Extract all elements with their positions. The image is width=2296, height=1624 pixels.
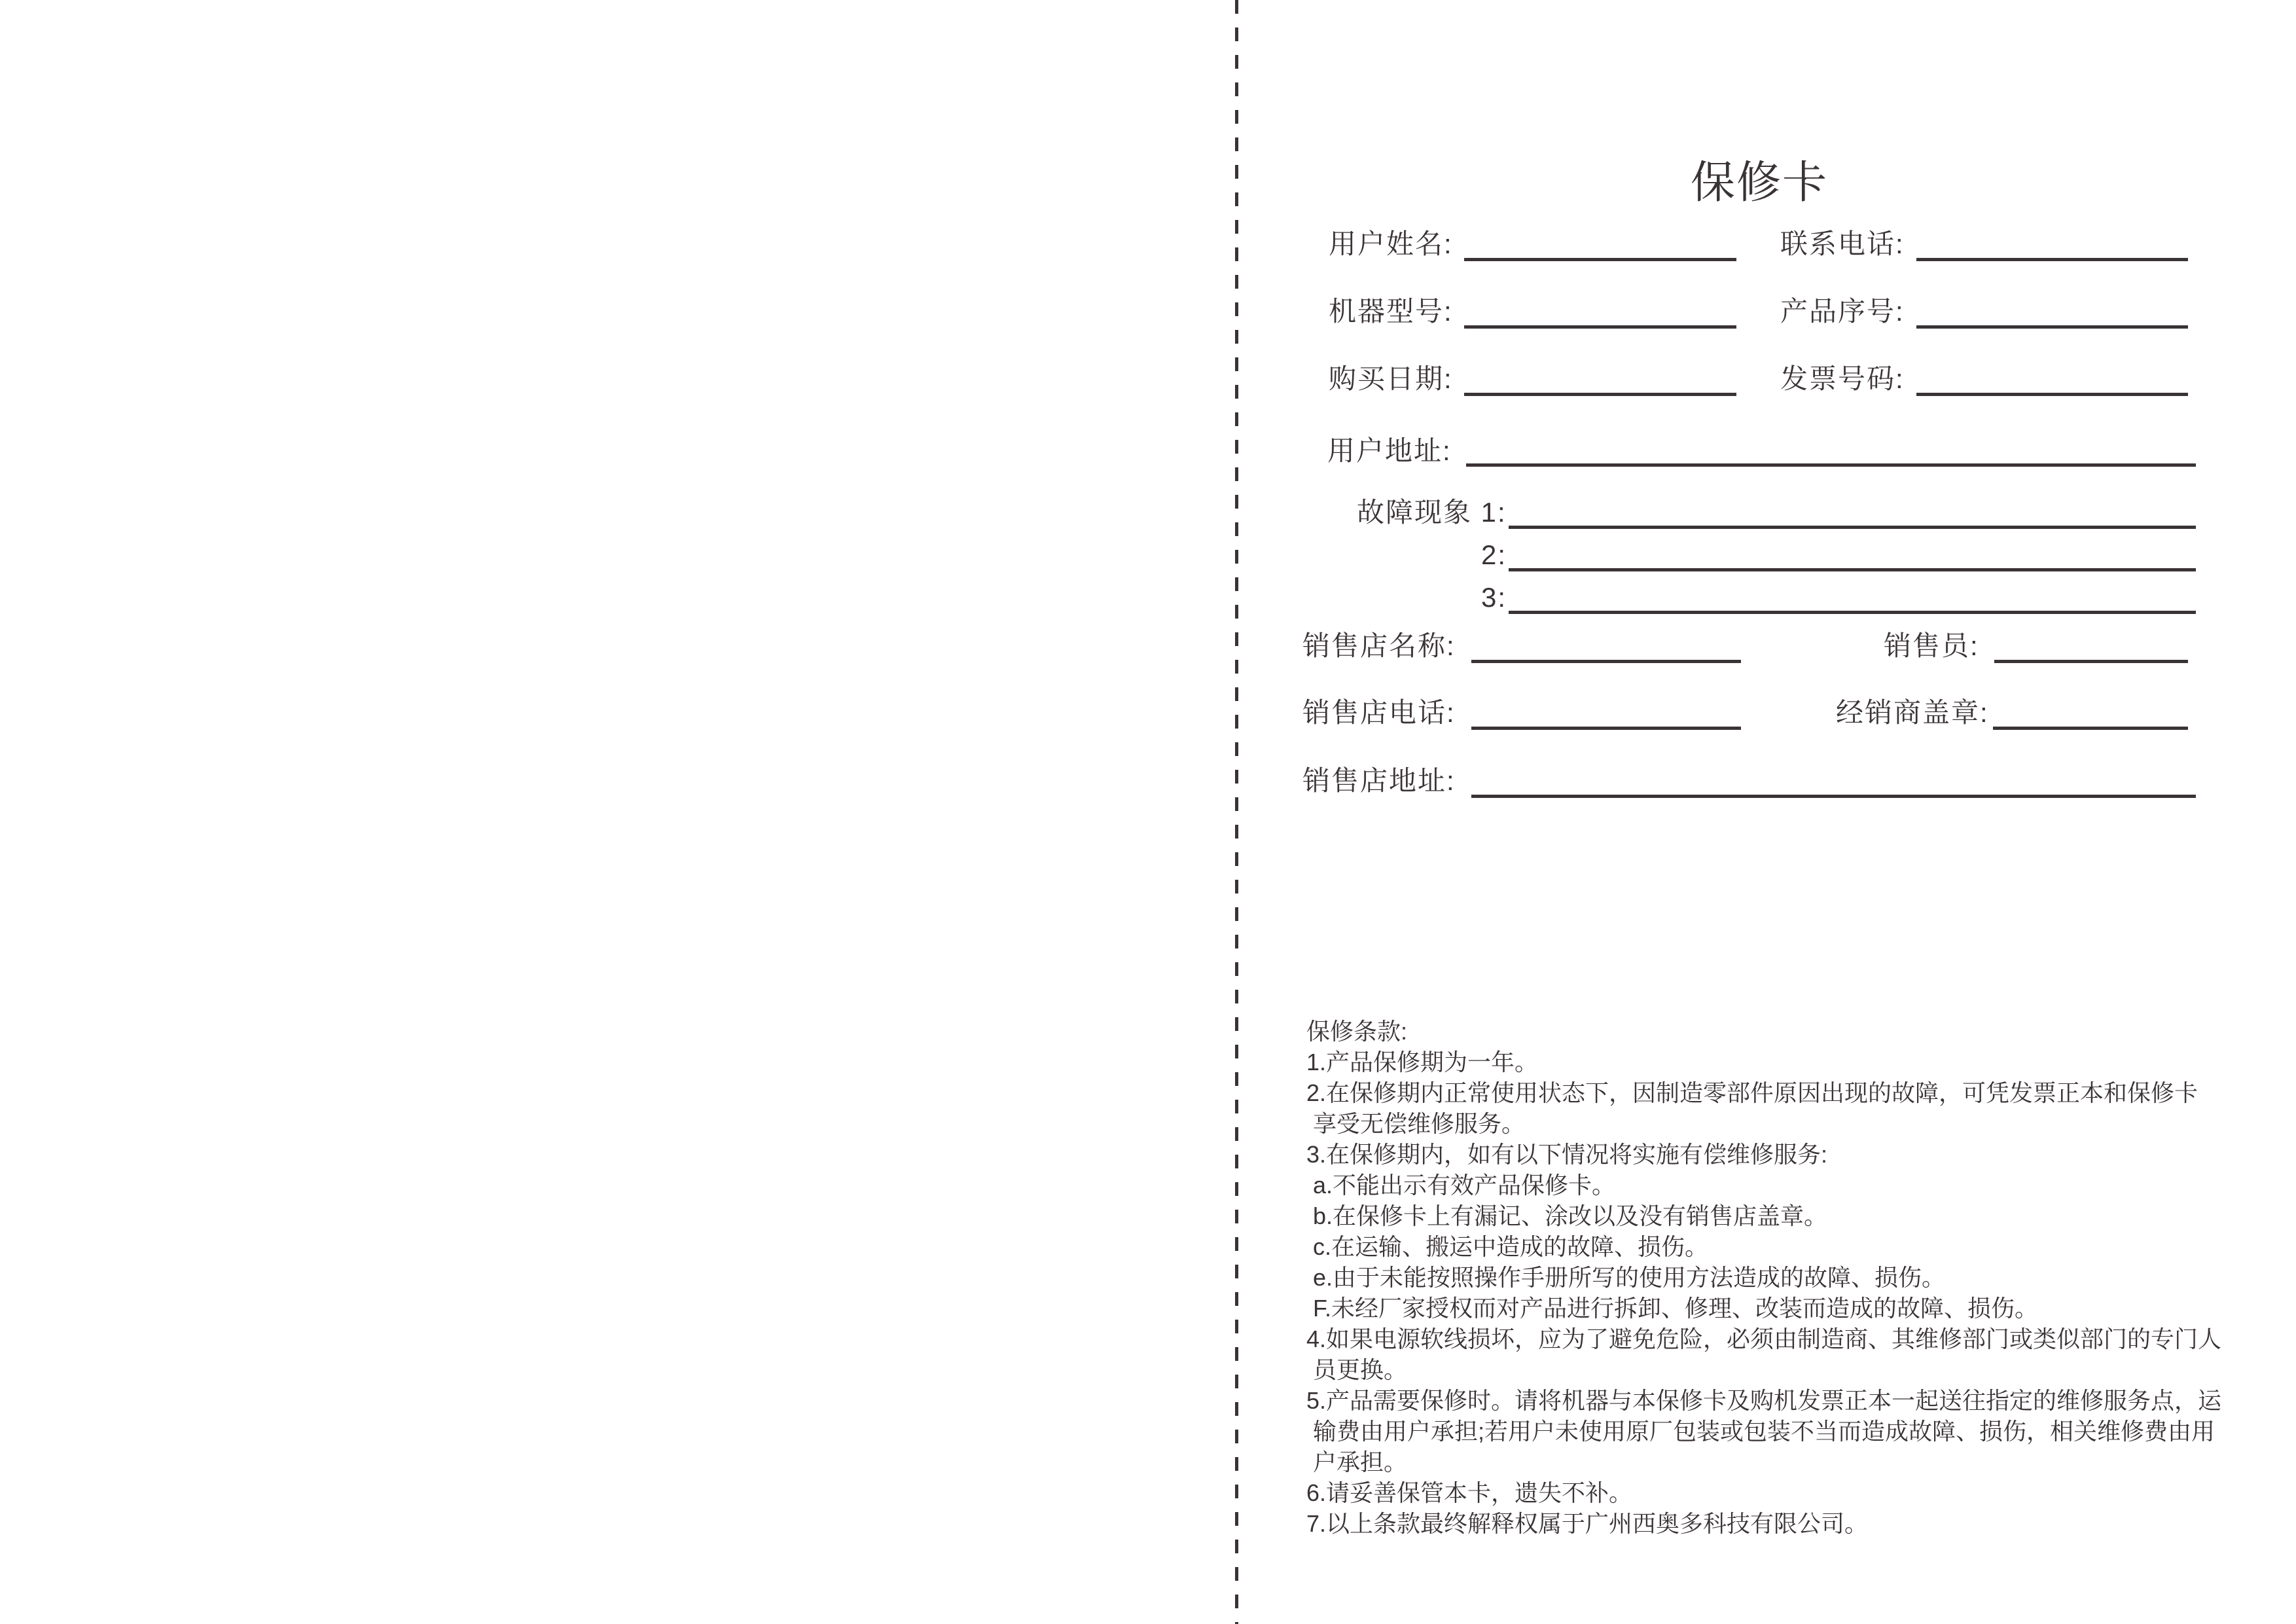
terms-line-3e: e.由于未能按照操作手册所写的使用方法造成的故障、损伤。 [1306, 1264, 1946, 1291]
terms-line-3: 3.在保修期内，如有以下情况将实施有偿维修服务: [1306, 1141, 1828, 1168]
input-line-machine-model[interactable] [1464, 325, 1736, 329]
label-store-address: 销售店地址: [1302, 765, 1456, 796]
input-line-fault-3[interactable] [1509, 611, 2196, 614]
warranty-terms [1306, 1016, 2222, 1539]
input-line-dealer-stamp[interactable] [1993, 727, 2188, 730]
input-line-salesperson[interactable] [1994, 660, 2188, 663]
terms-line-5: 5.产品需要保修时。请将机器与本保修卡及购机发票正本一起送往指定的维修服务点，运 [1306, 1387, 2222, 1414]
terms-line-3f: F.未经厂家授权而对产品进行拆卸、修理、改装而造成的故障、损伤。 [1306, 1295, 2039, 1322]
terms-line-3c: c.在运输、搬运中造成的故障、损伤。 [1306, 1233, 1709, 1260]
input-line-store-address[interactable] [1471, 795, 2196, 798]
terms-line-2b: 享受无偿维修服务。 [1306, 1110, 1526, 1137]
input-line-fault-2[interactable] [1509, 568, 2196, 571]
input-line-store-name[interactable] [1471, 660, 1741, 663]
terms-line-5b: 输费由用户承担;若用户未使用原厂包装或包装不当而造成故障、损伤，相关维修费由用 [1306, 1418, 2215, 1445]
terms-line-7: 7.以上条款最终解释权属于广州西奥多科技有限公司。 [1306, 1510, 1869, 1537]
label-store-phone: 销售店电话: [1302, 697, 1456, 728]
label-machine-model: 机器型号: [1329, 296, 1453, 327]
label-fault-1: 故障现象 1: [1357, 497, 1507, 528]
terms-line-4: 4.如果电源软线损坏，应为了避免危险，必须由制造商、其维修部门或类似部门的专门人 [1306, 1326, 2222, 1352]
terms-line-5c: 户承担。 [1306, 1449, 1408, 1475]
label-purchase-date: 购买日期: [1329, 363, 1453, 394]
label-user-address: 用户地址: [1327, 435, 1452, 466]
label-dealer-stamp: 经销商盖章: [1836, 697, 1989, 728]
label-invoice-number: 发票号码: [1780, 363, 1905, 394]
terms-line-3a: a.不能出示有效产品保修卡。 [1306, 1172, 1616, 1199]
label-fault-2: 2: [1481, 539, 1507, 570]
label-product-serial: 产品序号: [1780, 296, 1905, 327]
input-line-purchase-date[interactable] [1464, 393, 1736, 396]
terms-line-1: 1.产品保修期为一年。 [1306, 1049, 1539, 1075]
label-fault-3: 3: [1481, 582, 1507, 613]
fold-dashed-divider [1235, 0, 1238, 1624]
label-store-name: 销售店名称: [1302, 630, 1456, 661]
terms-line-6: 6.请妥善保管本卡，遗失不补。 [1306, 1479, 1633, 1506]
input-line-product-serial[interactable] [1916, 325, 2188, 329]
input-line-fault-1[interactable] [1509, 526, 2196, 529]
input-line-store-phone[interactable] [1471, 727, 1741, 730]
input-line-user-name[interactable] [1464, 258, 1736, 261]
terms-line-3b: b.在保修卡上有漏记、涂改以及没有销售店盖章。 [1306, 1202, 1828, 1229]
terms-heading: 保修条款: [1306, 1018, 1408, 1045]
label-user-name: 用户姓名: [1329, 228, 1453, 259]
terms-line-2: 2.在保修期内正常使用状态下，因制造零部件原因出现的故障，可凭发票正本和保修卡 [1306, 1079, 2198, 1106]
input-line-user-address[interactable] [1466, 463, 2196, 467]
card-title: 保修卡 [1691, 158, 1829, 208]
input-line-invoice-number[interactable] [1916, 393, 2188, 396]
label-contact-phone: 联系电话: [1780, 228, 1905, 259]
label-salesperson: 销售员: [1884, 630, 1979, 661]
input-line-contact-phone[interactable] [1916, 258, 2188, 261]
terms-line-4b: 员更换。 [1306, 1356, 1408, 1383]
